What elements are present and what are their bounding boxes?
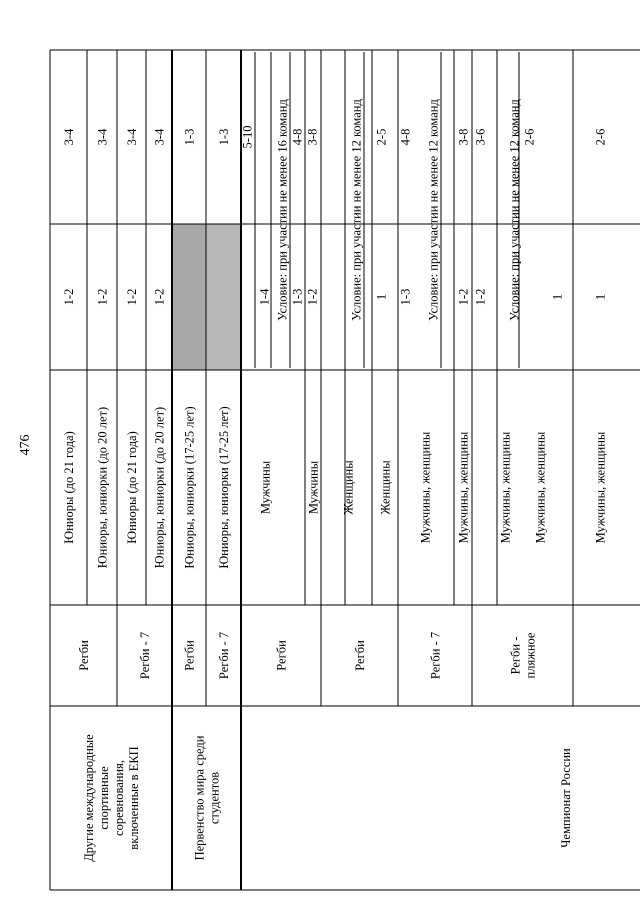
- rank-cell: [241, 126, 255, 149]
- rank-cell-line: 2-6: [522, 128, 537, 146]
- category-cell-line: Юниоры, юниорки (17-25 лет): [182, 406, 197, 569]
- category-cell-line: Юниоры, юниорки (до 20 лет): [95, 406, 110, 569]
- places-cell: [291, 289, 305, 306]
- discipline-cell-line: Регби: [182, 640, 197, 671]
- places-cell-line: 1-2: [125, 288, 139, 306]
- rank-cell-line: 3-4: [62, 128, 76, 146]
- category-cell-line: Мужчины: [258, 460, 273, 515]
- places-cell: [62, 289, 76, 306]
- places-cell: [125, 289, 139, 306]
- rank-cell: [62, 128, 76, 145]
- category-cell: [153, 407, 167, 568]
- rank-cell: [523, 129, 537, 146]
- category-cell: [183, 406, 197, 568]
- rank-cell: [291, 129, 305, 146]
- places-cell: [399, 289, 413, 306]
- competition-name: [559, 748, 573, 848]
- competition-name-line: Чемпионат России: [559, 748, 573, 848]
- rank-cell-line: 2-5: [374, 128, 389, 146]
- category-cell-line: Юниоры (до 21 года): [125, 431, 139, 544]
- shaded-cell: [206, 224, 241, 370]
- competition-name-line: студентов: [207, 771, 222, 825]
- rank-cell: [457, 129, 471, 146]
- rank-cell-line: 1-3: [217, 128, 231, 146]
- places-cell: [306, 289, 320, 306]
- places-cell-line: 1: [374, 293, 389, 301]
- places-cell-line: 1-4: [257, 288, 272, 306]
- places-cell-line: 1-3: [398, 288, 413, 306]
- rank-cell-line: 4-8: [290, 128, 305, 146]
- competition-name-line: спортивные: [97, 766, 111, 830]
- competition-name-line: соревнования,: [112, 760, 126, 836]
- rank-cell: [217, 129, 231, 146]
- rank-cell-line: 3-4: [95, 128, 110, 146]
- discipline-cell: [353, 640, 367, 671]
- discipline-cell: [275, 640, 289, 671]
- discipline-cell: [509, 632, 538, 678]
- competition-name: [193, 735, 222, 860]
- places-cell: [551, 294, 565, 300]
- rank-cell-line: 3-8: [305, 128, 320, 146]
- places-cell: [258, 288, 272, 305]
- rank-cell: [594, 129, 608, 146]
- places-cell-line: 1-2: [305, 288, 320, 306]
- competition-name-line: Другие международные: [82, 734, 96, 862]
- places-cell-line: 1-2: [62, 288, 76, 306]
- rank-cell: [375, 129, 389, 146]
- condition-note: [427, 99, 441, 321]
- rank-cell-line: 3-8: [456, 128, 471, 146]
- table-cells: [62, 99, 640, 862]
- places-cell-line: 1-3: [290, 288, 305, 306]
- rank-cell-line: 1-3: [182, 128, 197, 146]
- rank-cell: [183, 129, 197, 146]
- condition-note: [508, 99, 522, 321]
- places-cell-line: 1: [550, 293, 565, 301]
- condition-note-line: Условие: при участии не менее 16 команд: [275, 99, 290, 321]
- discipline-cell-line: Регби: [77, 640, 91, 671]
- rank-cell: [153, 128, 167, 145]
- discipline-cell: [429, 632, 443, 679]
- rank-cell: [474, 129, 488, 146]
- discipline-cell: [183, 640, 197, 671]
- places-cell: [594, 294, 608, 300]
- category-cell-line: Юниоры (до 21 года): [62, 431, 76, 544]
- category-cell-line: Юниоры, юниорки (до 20 лет): [152, 406, 167, 569]
- discipline-cell-line: Регби - 7: [428, 631, 443, 680]
- condition-note: [350, 99, 364, 321]
- rank-cell-line: 3-6: [473, 128, 488, 146]
- category-cell-line: Мужчины, женщины: [533, 431, 548, 544]
- discipline-cell-line: пляжное: [523, 632, 538, 679]
- page-number: 476: [18, 434, 33, 456]
- category-cell: [534, 431, 548, 543]
- category-cell: [62, 431, 76, 544]
- discipline-cell-line: Регби -: [508, 636, 523, 675]
- condition-note-line: Условие: при участии не менее 12 команд: [507, 99, 522, 321]
- rank-cell-line: 2-6: [593, 128, 608, 146]
- category-cell: [499, 431, 513, 543]
- discipline-cell: [77, 640, 91, 671]
- places-cell-line: 1-2: [95, 288, 110, 306]
- category-cell: [457, 431, 471, 543]
- places-cell: [375, 294, 389, 300]
- category-cell: [217, 406, 231, 568]
- competition-name-line: включенные в ЕКП: [127, 746, 141, 850]
- condition-note-line: Условие: при участии не менее 12 команд: [349, 99, 364, 321]
- places-cell-line: 1-2: [456, 288, 471, 306]
- rank-cell: [125, 128, 139, 145]
- rank-cell: [306, 129, 320, 146]
- category-cell: [125, 431, 139, 544]
- places-cell-line: 1: [593, 293, 608, 301]
- competition-name-line: Первенство мира среди: [192, 735, 207, 861]
- category-cell: [594, 431, 608, 543]
- category-cell: [379, 460, 393, 515]
- rank-cell-line: 3-4: [152, 128, 167, 146]
- category-cell-line: Юниоры, юниорки (17-25 лет): [217, 406, 231, 569]
- category-cell-line: Мужчины, женщины: [498, 431, 513, 544]
- rank-cell: [399, 129, 413, 146]
- category-cell: [342, 460, 356, 515]
- places-cell: [153, 289, 167, 306]
- category-cell: [259, 460, 273, 514]
- places-cell: [96, 289, 110, 306]
- category-cell-line: Мужчины, женщины: [593, 431, 608, 544]
- category-cell-line: Мужчины, женщины: [456, 431, 471, 544]
- category-cell-line: Женщины: [341, 460, 356, 515]
- discipline-cell-line: Регби: [353, 640, 367, 671]
- discipline-cell: [217, 632, 231, 679]
- category-cell-line: Мужчины, женщины: [418, 431, 433, 544]
- discipline-cell-line: Регби - 7: [217, 631, 231, 680]
- condition-note-line: Условие: при участии не менее 12 команд: [426, 99, 441, 321]
- places-cell-line: 1-2: [473, 288, 488, 306]
- places-cell: [474, 289, 488, 306]
- category-cell-line: Мужчины: [306, 460, 321, 515]
- condition-note: [276, 99, 290, 321]
- rank-cell: [96, 128, 110, 145]
- category-cell: [96, 407, 110, 568]
- discipline-cell-line: Регби - 7: [138, 631, 152, 680]
- places-cell-line: 1-2: [152, 288, 167, 306]
- discipline-cell-line: Регби: [274, 640, 289, 671]
- discipline-cell: [138, 632, 152, 679]
- category-cell: [419, 431, 433, 543]
- rank-cell-line: 4-8: [398, 128, 413, 146]
- rank-cell-line: 5-10: [240, 125, 255, 149]
- category-cell-line: Женщины: [378, 460, 393, 515]
- places-cell: [457, 289, 471, 306]
- rank-cell-line: 3-4: [125, 128, 139, 146]
- competition-name: [82, 734, 141, 862]
- category-cell: [307, 460, 321, 514]
